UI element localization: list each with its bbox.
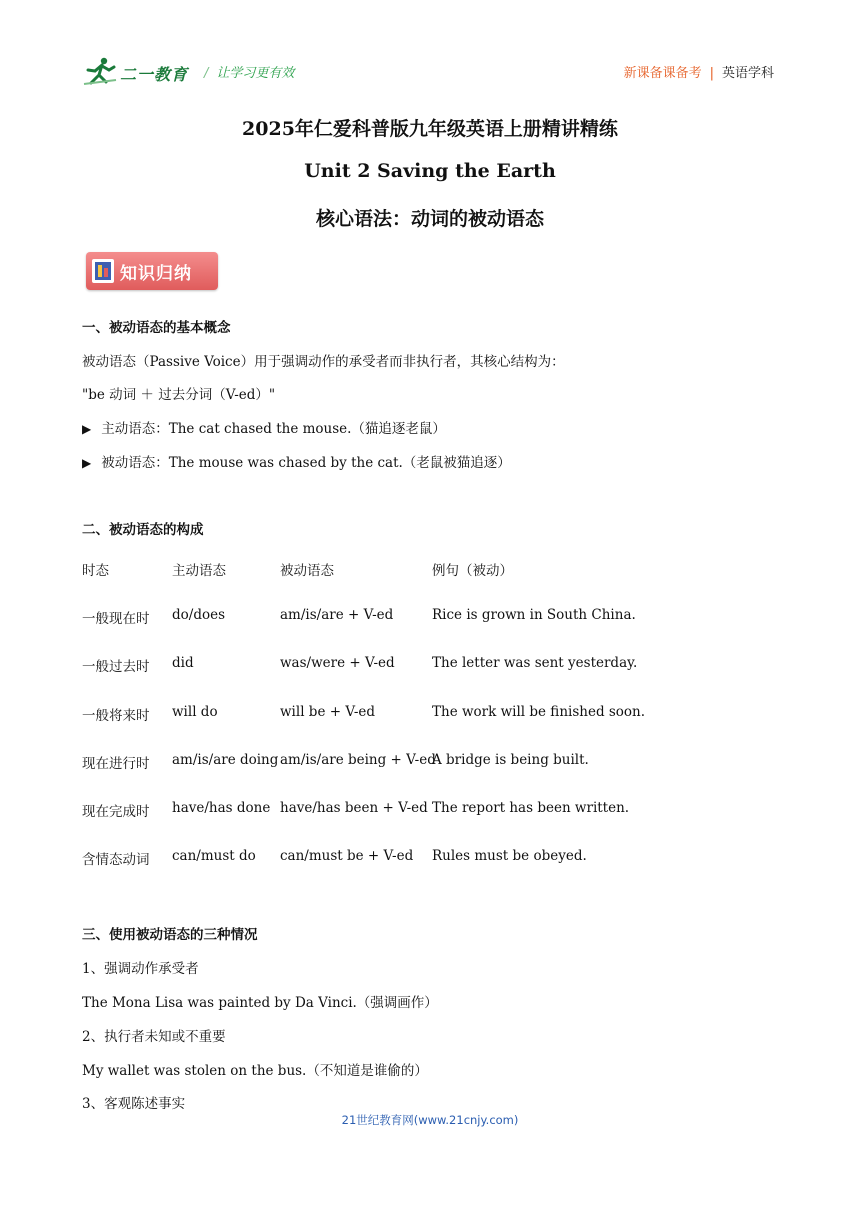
bullet-passive bbox=[82, 451, 511, 471]
section1-heading: 一、被动语态的基本概念 bbox=[82, 320, 231, 336]
table-cell: was/were + V-ed bbox=[280, 655, 395, 671]
column-header: 时态 bbox=[82, 563, 109, 579]
table-cell: have/has done bbox=[172, 800, 271, 816]
table-cell: Rice is grown in South China. bbox=[432, 607, 636, 623]
arrow-icon: ▶ bbox=[82, 456, 92, 470]
knowledge-badge bbox=[86, 252, 218, 290]
table-cell: Rules must be obeyed. bbox=[432, 848, 587, 864]
table-cell: 一般将来时 bbox=[82, 708, 150, 724]
section1-formula: "be 动词 ＋ 过去分词（V-ed）" bbox=[82, 387, 276, 403]
document-title: 2025年仁爱科普版九年级英语上册精讲精练 bbox=[242, 118, 618, 140]
bullet-active-text: 主动语态：The cat chased the mouse.（猫追逐老鼠） bbox=[101, 421, 446, 437]
table-cell: 一般现在时 bbox=[82, 611, 150, 627]
table-cell: The report has been written. bbox=[432, 800, 630, 816]
table-cell: am/is/are + V-ed bbox=[280, 607, 394, 623]
unit-title: Unit 2 Saving the Earth bbox=[304, 160, 556, 182]
bullet-passive-text: 被动语态：The mouse was chased by the cat.（老鼠被猫追逐） bbox=[101, 455, 511, 471]
table-cell: can/must do bbox=[172, 848, 256, 864]
header-right bbox=[624, 62, 774, 81]
column-header: 主动语态 bbox=[172, 563, 226, 579]
logo-text: 二一教育 bbox=[120, 65, 189, 84]
header-subject: 英语学科 bbox=[721, 66, 774, 81]
page-header bbox=[82, 56, 774, 88]
table-cell: 现在进行时 bbox=[82, 756, 150, 772]
table-cell: am/is/are doing bbox=[172, 752, 279, 768]
column-header: 被动语态 bbox=[280, 563, 334, 579]
case2-example: My wallet was stolen on the bus.（不知道是谁偷的） bbox=[82, 1063, 428, 1079]
table-cell: The work will be finished soon. bbox=[432, 704, 646, 720]
table-cell: A bridge is being built. bbox=[432, 752, 589, 768]
case2-title: 2、执行者未知或不重要 bbox=[82, 1029, 226, 1045]
header-separator: | bbox=[709, 66, 714, 81]
table-cell: will do bbox=[172, 704, 218, 720]
page-footer: 21世纪教育网(www.21cnjy.com) bbox=[341, 1113, 519, 1127]
arrow-icon: ▶ bbox=[82, 422, 92, 436]
table-cell: am/is/are being + V-ed bbox=[280, 752, 436, 768]
column-header: 例句（被动） bbox=[432, 563, 513, 579]
table-cell: 现在完成时 bbox=[82, 804, 150, 820]
case1-example: The Mona Lisa was painted by Da Vinci.（强调画作） bbox=[82, 995, 438, 1011]
table-cell: did bbox=[172, 655, 194, 671]
section1-paragraph: 被动语态（Passive Voice）用于强调动作的承受者而非执行者，其核心结构为： bbox=[82, 354, 565, 370]
bullet-active bbox=[82, 417, 446, 437]
runner-icon bbox=[82, 56, 118, 86]
table-cell: do/does bbox=[172, 607, 226, 623]
table-cell: have/has been + V-ed bbox=[280, 800, 428, 816]
table-cell: 一般过去时 bbox=[82, 659, 150, 675]
book-icon bbox=[92, 259, 114, 283]
brand-logo bbox=[82, 56, 190, 88]
table-cell: The letter was sent yesterday. bbox=[432, 655, 638, 671]
table-cell: 含情态动词 bbox=[82, 852, 150, 868]
section2-heading: 二、被动语态的构成 bbox=[82, 522, 204, 538]
header-course-label: 新课备课备考 bbox=[623, 66, 702, 81]
case3-title: 3、客观陈述事实 bbox=[82, 1096, 186, 1112]
grammar-title: 核心语法：动词的被动语态 bbox=[315, 208, 544, 230]
slogan: / 让学习更有效 bbox=[204, 66, 295, 81]
slogan-text: 让学习更有效 bbox=[216, 66, 295, 81]
badge-label: 知识归纳 bbox=[120, 264, 192, 284]
table-cell: will be + V-ed bbox=[280, 704, 376, 720]
table-cell: can/must be + V-ed bbox=[280, 848, 414, 864]
case1-title: 1、强调动作承受者 bbox=[82, 961, 199, 977]
section3-heading: 三、使用被动语态的三种情况 bbox=[82, 927, 258, 943]
